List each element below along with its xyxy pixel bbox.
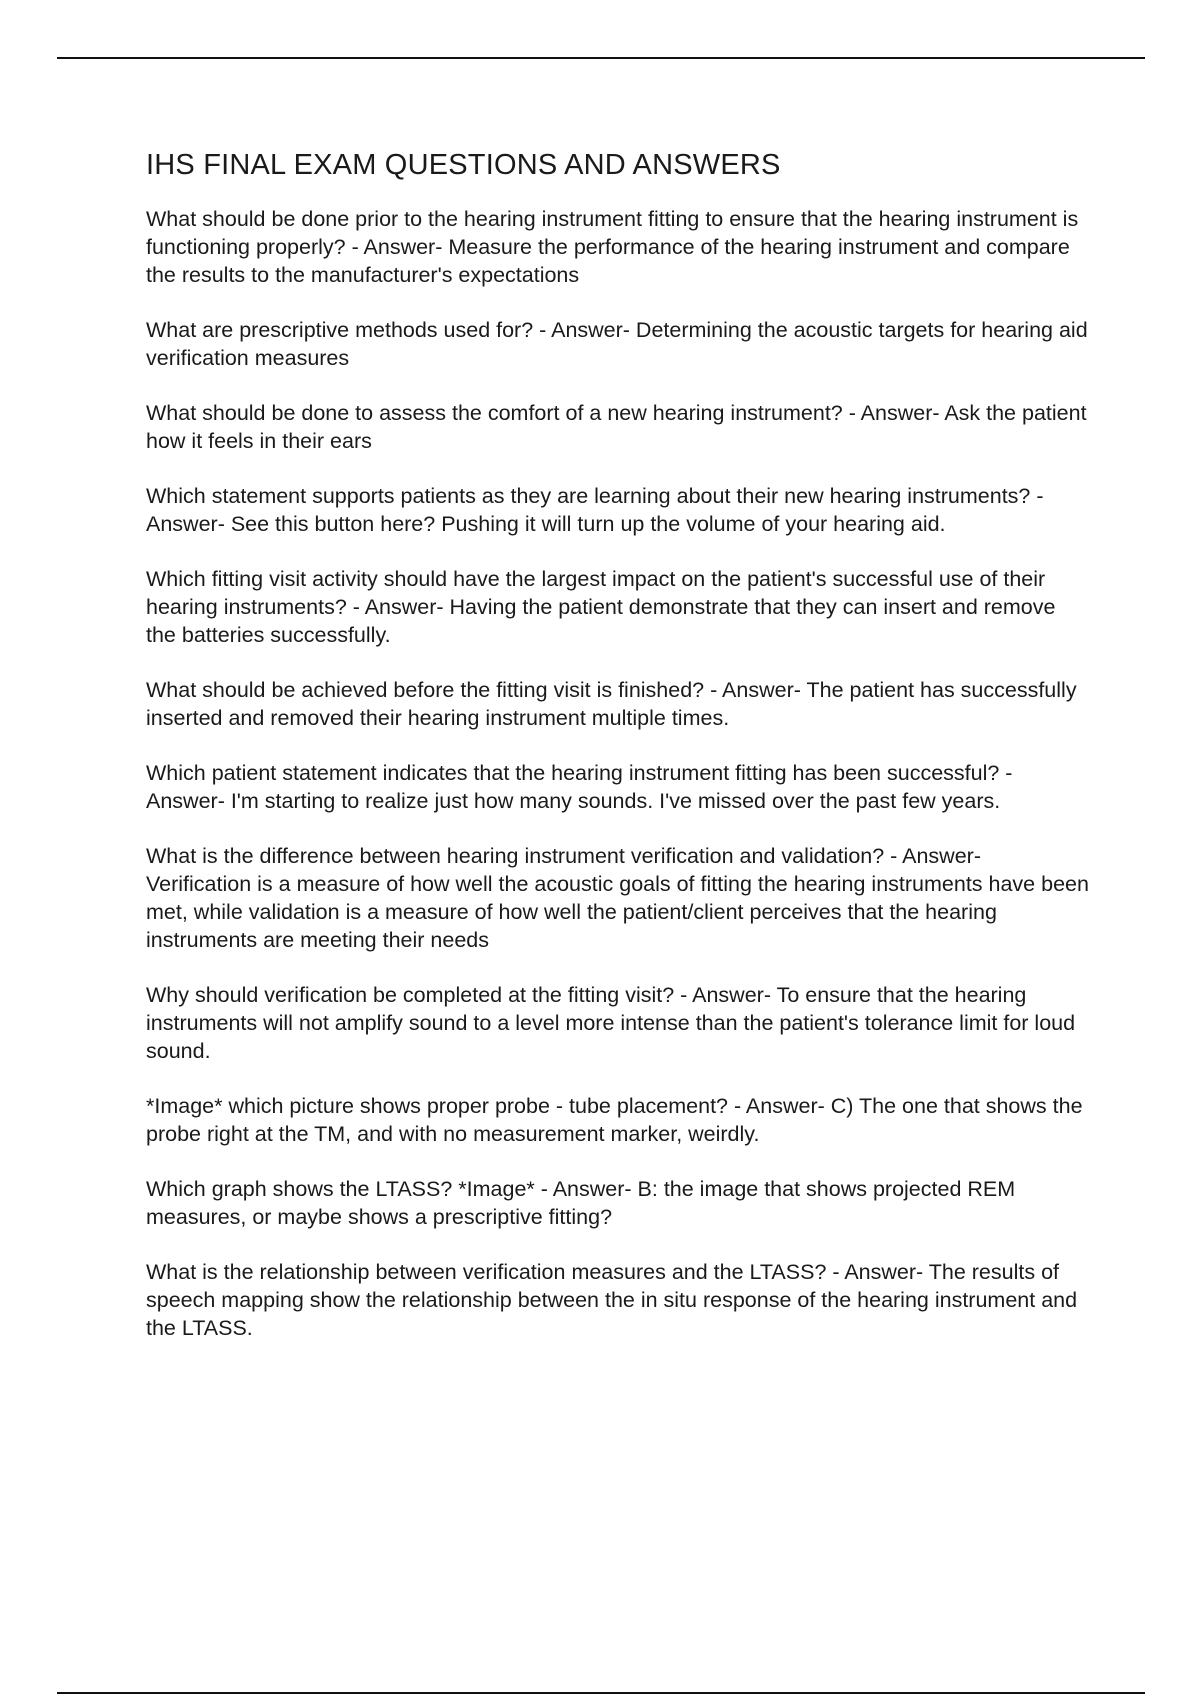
- qa-item-8: What is the difference between hearing instrument verification and validation? - Answer- Verification is a measure of how well the acoustic goals of fitting the hearing instruments have been met, while validation is a measure of how well the patient/client perceives that the hearing instruments are meeting their needs: [146, 844, 1089, 952]
- page-title: IHS FINAL EXAM QUESTIONS AND ANSWERS: [146, 149, 781, 181]
- qa-item-12: What is the relationship between verification measures and the LTASS? - Answer- The results of speech mapping show the relationship between the in situ response of the hearing instrument and the LTASS.: [146, 1260, 1078, 1340]
- header-rule: [57, 57, 1145, 59]
- qa-item-11: Which graph shows the LTASS? *Image* - Answer- B: the image that shows projected REM measures, or maybe shows a prescriptive fitting?: [146, 1177, 1016, 1229]
- qa-item-4: Which statement supports patients as they are learning about their new hearing instruments? - Answer- See this button here? Pushing it will turn up the volume of your hearing aid.: [146, 484, 1044, 536]
- page-content: [146, 145, 1091, 1369]
- footer-rule: [57, 1692, 1145, 1694]
- qa-item-2: What are prescriptive methods used for? - Answer- Determining the acoustic targets for hearing aid verification measures: [146, 318, 1088, 370]
- qa-item-1: What should be done prior to the hearing instrument fitting to ensure that the hearing instrument is functioning properly? - Answer- Measure the performance of the hearing instrument and compare the results to the manufacturer's expectations: [146, 207, 1079, 287]
- qa-item-6: What should be achieved before the fitting visit is finished? - Answer- The patient has successfully inserted and removed their hearing instrument multiple times.: [146, 678, 1077, 730]
- qa-item-10: *Image* which picture shows proper probe - tube placement? - Answer- C) The one that shows the probe right at the TM, and with no measurement marker, weirdly.: [146, 1094, 1083, 1146]
- qa-item-3: What should be done to assess the comfort of a new hearing instrument? - Answer- Ask the patient how it feels in their ears: [146, 401, 1087, 453]
- qa-item-7: Which patient statement indicates that the hearing instrument fitting has been successful? - Answer- I'm starting to realize just how many sounds. I've missed over the past few years.: [146, 761, 1013, 813]
- qa-item-5: Which fitting visit activity should have the largest impact on the patient's successful use of their hearing instruments? - Answer- Having the patient demonstrate that they can insert and remove the batteries successfully.: [146, 567, 1056, 647]
- qa-item-9: Why should verification be completed at the fitting visit? - Answer- To ensure that the hearing instruments will not amplify sound to a level more intense than the patient's tolerance limit for loud sound.: [146, 983, 1076, 1063]
